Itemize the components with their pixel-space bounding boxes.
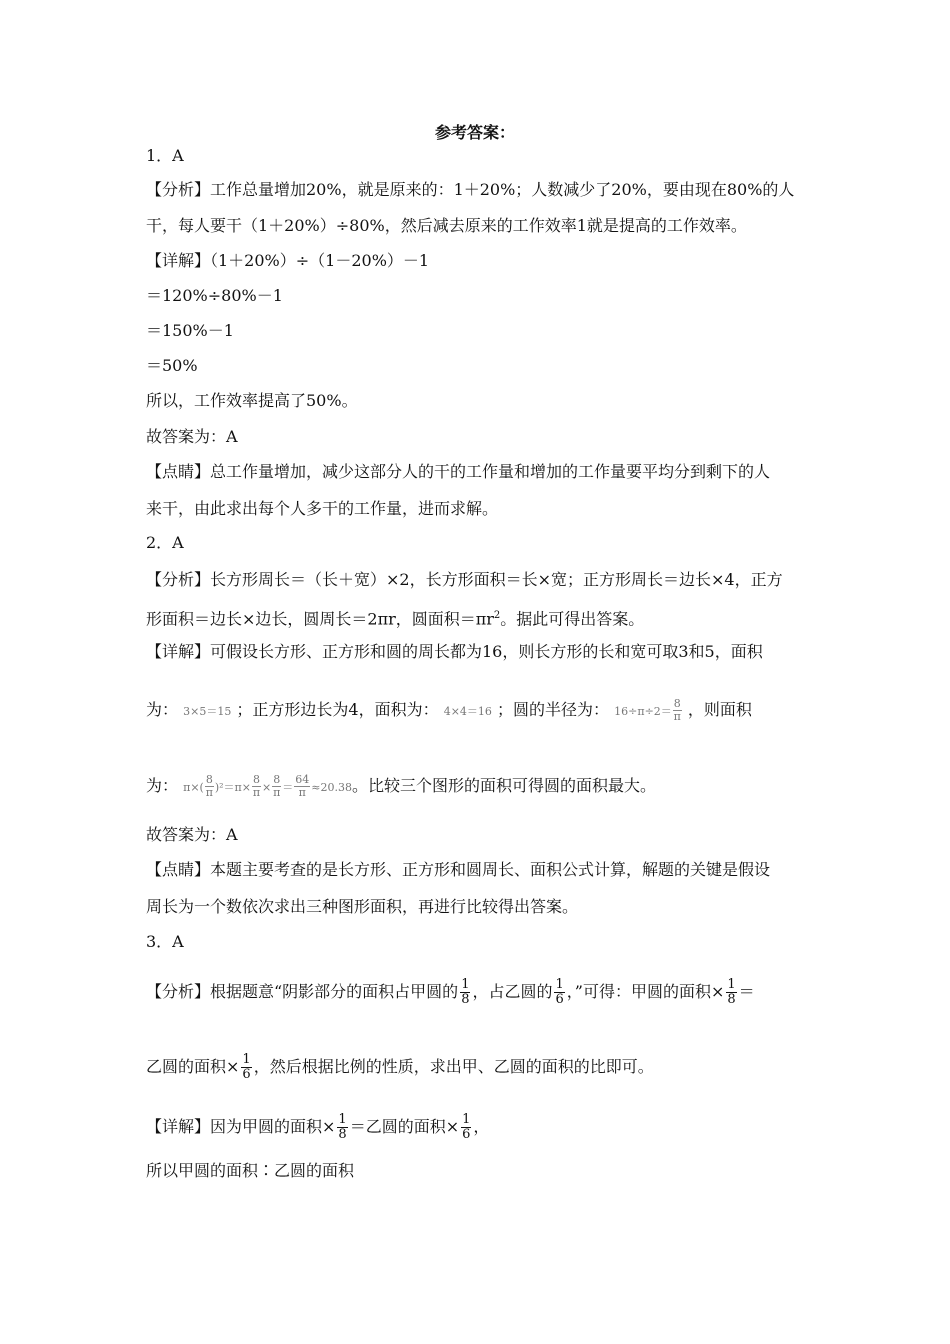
q2-analysis-line1: 【分析】长方形周长＝（长＋宽）×2，长方形面积＝长×宽；正方形周长＝边长×4，正方 [146,570,783,589]
equation-part: × [262,781,272,794]
numerator: 1 [555,977,564,992]
text: ，”可得：甲圆的面积× [566,982,725,1001]
text: 【分析】根据题意“阴影部分的面积占甲圆的 [146,982,459,1001]
q2-detail-line3 [146,774,656,799]
text: 。比较三个图形的面积可得圆的面积最大。 [351,776,656,795]
denominator: 6 [242,1067,251,1082]
denominator: π [298,786,306,799]
fraction-one-eighth [726,978,736,1007]
fraction-one-eighth [337,1113,347,1142]
denominator: 6 [555,992,564,1007]
fraction [252,774,261,799]
q2-number: 2．A [146,533,184,552]
fraction [205,774,214,799]
numerator: 1 [727,977,736,992]
denominator: 8 [727,992,736,1007]
superscript: 2 [493,610,501,621]
text: ＝乙圆的面积× [349,1117,460,1136]
q3-analysis-line2 [146,1053,654,1082]
numerator: 1 [461,977,470,992]
numerator: 8 [673,697,681,710]
numerator: 1 [338,1112,347,1127]
text: ，占乙圆的 [472,982,553,1001]
q1-analysis-line2: 干，每人要干（1＋20%）÷80%，然后减去原来的工作效率1就是提高的工作效率。 [146,216,747,235]
q1-comment-line2: 来干，由此求出每个人多干的工作量，进而求解。 [146,499,499,518]
numerator: 8 [205,773,213,786]
q1-analysis-line1: 【分析】工作总量增加20%，就是原来的：1＋20%；人数减少了20%，要由现在80%的人 [146,180,795,199]
equation-rect-area: 3×5＝15 [183,705,232,718]
text: 为： [146,700,179,719]
page-title: 参考答案： [434,123,515,142]
text: ＝ [738,982,755,1001]
q2-analysis-line2 [146,606,644,629]
q1-step1: ＝120%÷80%－1 [146,286,283,305]
q1-answer: 故答案为：A [146,427,238,446]
numerator: 1 [242,1052,251,1067]
text: ， [473,1117,490,1136]
fraction-one-sixth [554,978,564,1007]
q1-step2: ＝150%－1 [146,321,234,340]
numerator: 1 [462,1112,471,1127]
q3-detail-line1 [146,1113,489,1142]
numerator: 64 [295,773,310,786]
denominator: 8 [338,1127,347,1142]
equation-circle-area: π×( [183,781,204,794]
denominator: 6 [462,1127,471,1142]
q3-analysis-line1 [146,978,755,1007]
denominator: π [205,786,213,799]
q2-answer: 故答案为：A [146,825,238,844]
equation-part: )²＝π× [214,781,252,794]
q1-comment-line1: 【点睛】总工作量增加，减少这部分人的干的工作量和增加的工作量要平均分到剩下的人 [146,462,771,481]
q2-comment-line1: 【点睛】本题主要考查的是长方形、正方形和圆周长、面积公式计算，解题的关键是假设 [146,860,771,879]
denominator: π [252,786,261,799]
q2-comment-line2: 周长为一个数依次求出三种图形面积，再进行比较得出答案。 [146,897,579,916]
fraction [294,774,310,799]
denominator: 8 [461,992,470,1007]
equation-part: ≈20.38 [311,781,352,794]
text: ；圆的半径为： [497,700,610,719]
text: 乙圆的面积× [146,1057,240,1076]
q2-detail-line1: 【详解】可假设长方形、正方形和圆的周长都为16，则长方形的长和宽可取3和5，面积 [146,642,763,661]
q1-number: 1．A [146,146,184,165]
q1-conclusion: 所以，工作效率提高了50%。 [146,391,358,410]
fraction [673,698,682,723]
text: ，然后根据比例的性质，求出甲、乙圆的面积的比即可。 [253,1057,654,1076]
q3-number: 3．A [146,932,184,951]
denominator: π [273,786,281,799]
equation-square-area: 4×4＝16 [443,705,492,718]
numerator: 8 [253,773,261,786]
equation-part: ＝ [282,781,294,794]
text: 为： [146,776,179,795]
q3-detail-line2: 所以甲圆的面积∶乙圆的面积 [146,1161,355,1180]
fraction [272,774,281,799]
equation-radius: 16÷π÷2＝ [614,705,672,718]
q1-step3: ＝50% [146,356,198,375]
q2-analysis-line2-tail: 。据此可得出答案。 [500,609,645,629]
fraction-one-eighth [460,978,470,1007]
denominator: π [673,710,681,723]
text: 【详解】因为甲圆的面积× [146,1117,336,1136]
fraction-one-sixth [461,1113,471,1142]
numerator: 8 [273,773,281,786]
q1-detail-line1: 【详解】（1＋20%）÷（1－20%）－1 [146,251,430,270]
q2-analysis-line2-text: 形面积＝边长×边长，圆周长＝2πr，圆面积＝πr [146,609,494,629]
text: ；正方形边长为4，面积为： [236,700,439,719]
text: ，则面积 [687,700,752,719]
fraction-one-sixth [241,1053,251,1082]
q2-detail-line2 [146,698,752,723]
